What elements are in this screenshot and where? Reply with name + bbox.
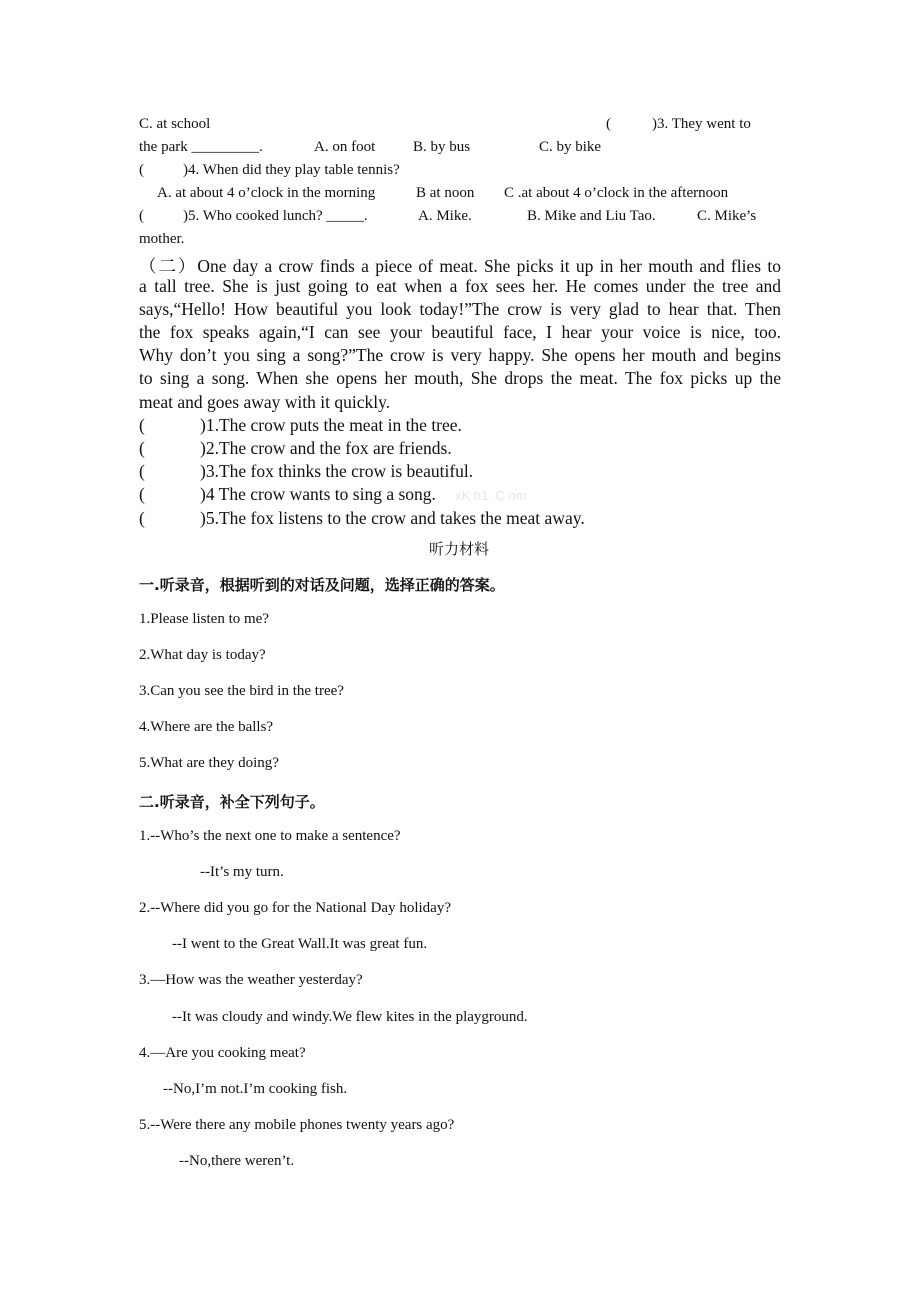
- q3-answer-paren: (: [606, 116, 611, 132]
- judgement-paren: (: [139, 415, 145, 435]
- q3-option-b: B. by bus: [413, 139, 471, 155]
- listening-title: 听力材料: [429, 540, 490, 558]
- judgement-paren: (: [139, 508, 145, 528]
- dialogue-question: 3.—How was the weather yesterday?: [139, 972, 363, 988]
- judgement-statement: )3.The fox thinks the crow is beautiful.: [200, 461, 474, 481]
- section2-heading: 二.听录音，补全下列句子。: [139, 793, 325, 811]
- watermark: xK b1. C om: [455, 488, 527, 503]
- passage-line: Why don’t you sing a song?”The crow is very happy. She opens her mouth and begins: [139, 345, 781, 365]
- judgement-paren: (: [139, 484, 145, 504]
- judgement-statement: )1.The crow puts the meat in the tree.: [200, 415, 462, 435]
- dialogue-question: 2.--Where did you go for the National Day holiday?: [139, 900, 451, 916]
- q3-option-a: A. on foot: [314, 139, 376, 155]
- dialogue-answer: --It was cloudy and windy.We flew kites in the playground.: [172, 1009, 528, 1025]
- q5-question: )5. Who cooked lunch? _____.: [183, 208, 368, 224]
- judgement-statement: )2.The crow and the fox are friends.: [200, 438, 452, 458]
- q5-option-c: C. Mike’s: [697, 208, 757, 224]
- q4-answer-paren: (: [139, 162, 144, 178]
- q3-question-cont: the park _________.: [139, 139, 263, 155]
- judgement-paren: (: [139, 438, 145, 458]
- q4-option-c: C .at about 4 o’clock in the afternoon: [504, 185, 729, 201]
- passage-line: the fox speaks again,“I can see your beautiful face, I hear your voice is nice, too.: [139, 322, 781, 342]
- passage-line: says,“Hello! How beautiful you look today!”The crow is very glad to hear that. Then: [139, 299, 781, 319]
- dialogue-question: 1.--Who’s the next one to make a sentence?: [139, 828, 401, 844]
- q5-option-c-cont: mother.: [139, 231, 185, 247]
- listening-item: 3.Can you see the bird in the tree?: [139, 683, 344, 699]
- dialogue-answer: --No,I’m not.I’m cooking fish.: [163, 1081, 348, 1097]
- q3-option-c: C. by bike: [539, 139, 602, 155]
- judgement-statement: )5.The fox listens to the crow and takes the meat away.: [200, 508, 585, 528]
- listening-item: 1.Please listen to me?: [139, 611, 269, 627]
- passage-line: a tall tree. She is just going to eat when a fox sees her. He comes under the tree and: [139, 276, 781, 296]
- q3-question: )3. They went to: [652, 116, 751, 132]
- judgement-paren: (: [139, 461, 145, 481]
- q5-answer-paren: (: [139, 208, 144, 224]
- q4-question: )4. When did they play table tennis?: [183, 162, 400, 178]
- dialogue-answer: --I went to the Great Wall.It was great fun.: [172, 936, 428, 952]
- passage-line: （二）One day a crow finds a piece of meat. She picks it up in her mouth and flies to: [139, 256, 781, 276]
- judgement-statement: )4 The crow wants to sing a song.: [200, 484, 436, 504]
- dialogue-question: 5.--Were there any mobile phones twenty years ago?: [139, 1117, 455, 1133]
- q5-option-a: A. Mike.: [418, 208, 472, 224]
- q5-option-b: B. Mike and Liu Tao.: [527, 208, 656, 224]
- passage-line: to sing a song. When she opens her mouth, She drops the meat. The fox picks up the: [139, 368, 781, 388]
- dialogue-question: 4.—Are you cooking meat?: [139, 1045, 306, 1061]
- listening-item: 4.Where are the balls?: [139, 719, 274, 735]
- dialogue-answer: --No,there weren’t.: [179, 1153, 295, 1169]
- passage-last-line: meat and goes away with it quickly.: [139, 392, 391, 412]
- q4-option-a: A. at about 4 o’clock in the morning: [157, 185, 376, 201]
- listening-item: 5.What are they doing?: [139, 755, 279, 771]
- q4-option-b: B at noon: [416, 185, 475, 201]
- listening-item: 2.What day is today?: [139, 647, 266, 663]
- dialogue-answer: --It’s my turn.: [200, 864, 284, 880]
- q2-option-c: C. at school: [139, 116, 211, 132]
- section1-heading: 一.听录音，根据听到的对话及问题，选择正确的答案。: [139, 576, 505, 594]
